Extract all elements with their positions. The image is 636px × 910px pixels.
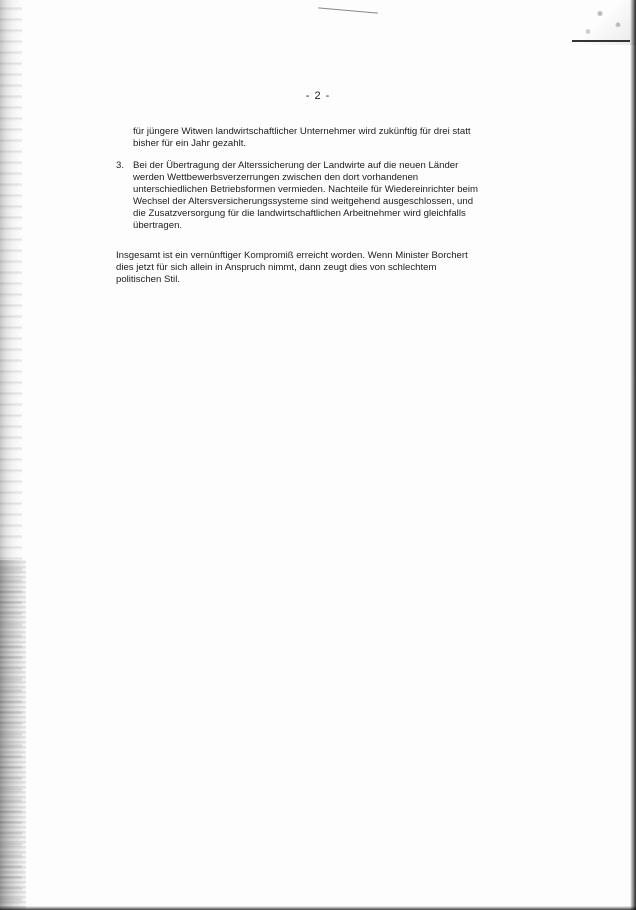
list-item-line: übertragen. — [133, 220, 183, 231]
scan-edge-left-lower — [0, 560, 26, 910]
list-item-line: Bei der Übertragung der Alterssicherung der Landwirte auf die neuen Länder — [133, 160, 459, 171]
scan-edge-bottom — [0, 906, 636, 910]
scan-dash-top — [318, 7, 378, 13]
closing-line: politischen Stil. — [116, 274, 180, 285]
closing-line: Insgesamt ist ein vernünftiger Kompromiß erreicht worden. Wenn Minister Borchert — [116, 250, 468, 261]
list-item-line: die Zusatzversorgung für die landwirtschaftlichen Arbeitnehmer wird gleichfalls — [133, 208, 466, 219]
list-item-line: werden Wettbewerbsverzerrungen zwischen den dort vorhandenen — [133, 172, 419, 183]
continuation-paragraph — [133, 126, 471, 150]
scan-edge-right — [630, 0, 636, 910]
scan-bar-top-right — [572, 40, 630, 42]
closing-line: dies jetzt für sich allein in Anspruch nimmt, dann zeugt dies von schlechtem — [116, 262, 437, 273]
page-number: - 2 - — [305, 90, 331, 102]
continuation-line: für jüngere Witwen landwirtschaftlicher Unternehmer wird zukünftig für drei statt — [133, 126, 471, 137]
closing-paragraph — [116, 250, 468, 286]
list-item-line: Wechsel der Altersversicherungssysteme sind weitgehend ausgeschlossen, und — [133, 196, 474, 207]
list-item-number: 3. — [116, 160, 125, 171]
scan-mark-top-right — [576, 0, 636, 45]
list-item-line: unterschiedlichen Betriebsformen vermieden. Nachteile für Wiedereinrichter beim — [133, 184, 479, 195]
continuation-line: bisher für ein Jahr gezahlt. — [133, 138, 247, 149]
list-item-body — [133, 160, 478, 232]
